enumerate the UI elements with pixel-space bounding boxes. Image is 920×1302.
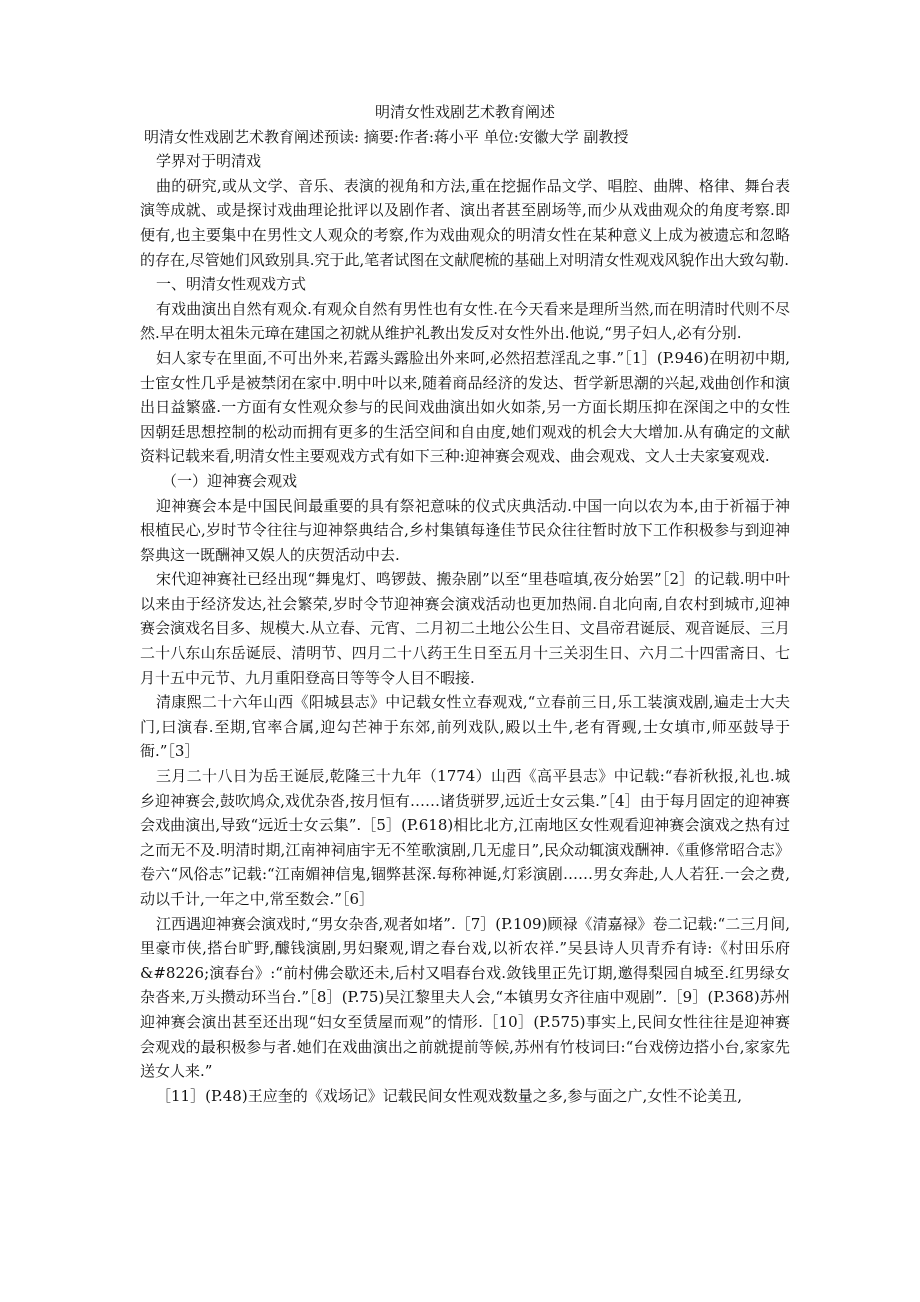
paragraph-8: 江西遇迎神赛会演戏时,“男女杂沓,观者如堵”.［7］(P.109)顾禄《清嘉禄》卷二记载:“二三月间,里豪市侠,搭台旷野,醵钱演剧,男妇聚观,谓之春台戏,以祈农祥.”吴县诗人贝青乔有诗:《村田乐府&#8226;演春台》:“前村佛会歇还未,后村又唱春台戏.敛钱里正先订期,邀得梨园自城至.红男绿女杂沓来,万头攒动环当台.”［8］(P.75)吴江黎里夫人会,“本镇男女齐往庙中观剧”.［9］(P.368)苏州迎神赛会演出甚至还出现“妇女至赁屋而观”的情形.［10］(P.575)事实上,民间女性往往是迎神赛会观戏的最积极参与者.她们在戏曲演出之前就提前等候,苏州有竹枝词曰:“台戏傍边搭小台,家家先送女人来.” (140, 914, 790, 1081)
paragraph-5: 宋代迎神赛社已经出现“舞鬼灯、鸣锣鼓、搬杂剧”以至“里巷喧填,夜分始罢”［2］的记载.明中叶以来由于经济发达,社会繁荣,岁时令节迎神赛会演戏活动也更加热闹.自北向南,自农村到城市,迎神赛会演戏名目多、规模大.从立春、元宵、二月初二土地公公生日、文昌帝君诞辰、观音诞辰、三月二十八东山东岳诞辰、清明节、四月二十八药王生日至五月十三关羽生日、六月二十四雷斋日、七月十五中元节、九月重阳登高日等等令人目不暇接. (140, 570, 790, 687)
section-heading-1: 一、明清女性观戏方式 (156, 275, 307, 294)
paragraph-4: 迎神赛会本是中国民间最重要的具有祭祀意味的仪式庆典活动.中国一向以农为本,由于祈福于神根植民心,岁时节令往往与迎神祭典结合,乡村集镇每逢佳节民众往往暂时放下工作积极参与到迎神祭典这一既酬神又娱人的庆贺活动中去. (140, 496, 790, 564)
page-title: 明清女性戏剧艺术教育阐述 (374, 103, 555, 121)
subsection-heading-1: （一）迎神赛会观戏 (162, 471, 298, 490)
document-page (140, 100, 790, 1108)
paragraph-3: 妇人家专在里面,不可出外来,若露头露脸出外来呵,必然招惹淫乱之事.”［1］(P.946)在明初中期,士宦女性几乎是被禁闭在家中.明中叶以来,随着商品经济的发达、哲学新思潮的兴起,戏曲创作和演出日益繁盛.一方面有女性观众参与的民间戏曲演出如火如荼,另一方面长期压抑在深闺之中的女性因朝廷思想控制的松动而拥有更多的生活空间和自由度,她们观戏的机会大大增加.从有确定的文献资料记载来看,明清女性主要观戏方式有如下三种:迎神赛会观戏、曲会观戏、文人士夫家宴观戏. (140, 348, 790, 466)
paragraph-6: 清康熙二十六年山西《阳城县志》中记载女性立春观戏,“立春前三日,乐工装演戏剧,遍走士大夫门,曰演春.至期,官率合属,迎勾芒神于东郊,前列戏队,殿以土牛,老有胥觋,士女填市,师巫鼓导于衙.”［3］ (140, 693, 790, 761)
paragraph-1: 曲的研究,或从文学、音乐、表演的视角和方法,重在挖掘作品文学、唱腔、曲牌、格律、舞台表演等成就、或是探讨戏曲理论批评以及剧作者、演出者甚至剧场等,而少从戏曲观众的角度考察.即便有,也主要集中在男性文人观众的考察,作为戏曲观众的明清女性在某种意义上成为被遗忘和忽略的存在,尽管她们风致别具.究于此,笔者试图在文献爬梳的基础上对明清女性观戏风貌作出大致勾勒. (140, 176, 790, 269)
section-heading-intro: 学界对于明清戏 (156, 152, 262, 171)
document-meta: 明清女性戏剧艺术教育阐述预读: 摘要:作者:蒋小平 单位:安徽大学 副教授 (144, 127, 629, 146)
paragraph-2: 有戏曲演出自然有观众.有观众自然有男性也有女性.在今天看来是理所当然,而在明清时代则不尽然.早在明太祖朱元璋在建国之初就从维护礼教出发反对女性外出.他说,“男子妇人,必有分别. (140, 299, 790, 343)
paragraph-7: 三月二十八日为岳王诞辰,乾隆三十九年（1774）山西《高平县志》中记载:“春祈秋报,礼也.城乡迎神赛会,鼓吹鸠众,戏优杂沓,按月恒有……诸货骈罗,远近士女云集.”［4］由于每月固定的迎神赛会戏曲演出,导致“远近士女云集”.［5］(P.618)相比北方,江南地区女性观看迎神赛会演戏之热有过之而无不及.明清时期,江南神祠庙宇无不笙歌演剧,几无虚日”,民众动辄演戏酬神.《重修常昭合志》卷六“风俗志”记载:“江南媚神信鬼,锢弊甚深.每称神诞,灯彩演剧……男女奔赴,人人若狂.一会之费,动以千计,一年之中,常至数会.”［6］ (140, 767, 790, 908)
paragraph-9: ［11］(P.48)王应奎的《戏场记》记载民间女性观戏数量之多,参与面之广,女性不论美丑, (156, 1086, 743, 1105)
